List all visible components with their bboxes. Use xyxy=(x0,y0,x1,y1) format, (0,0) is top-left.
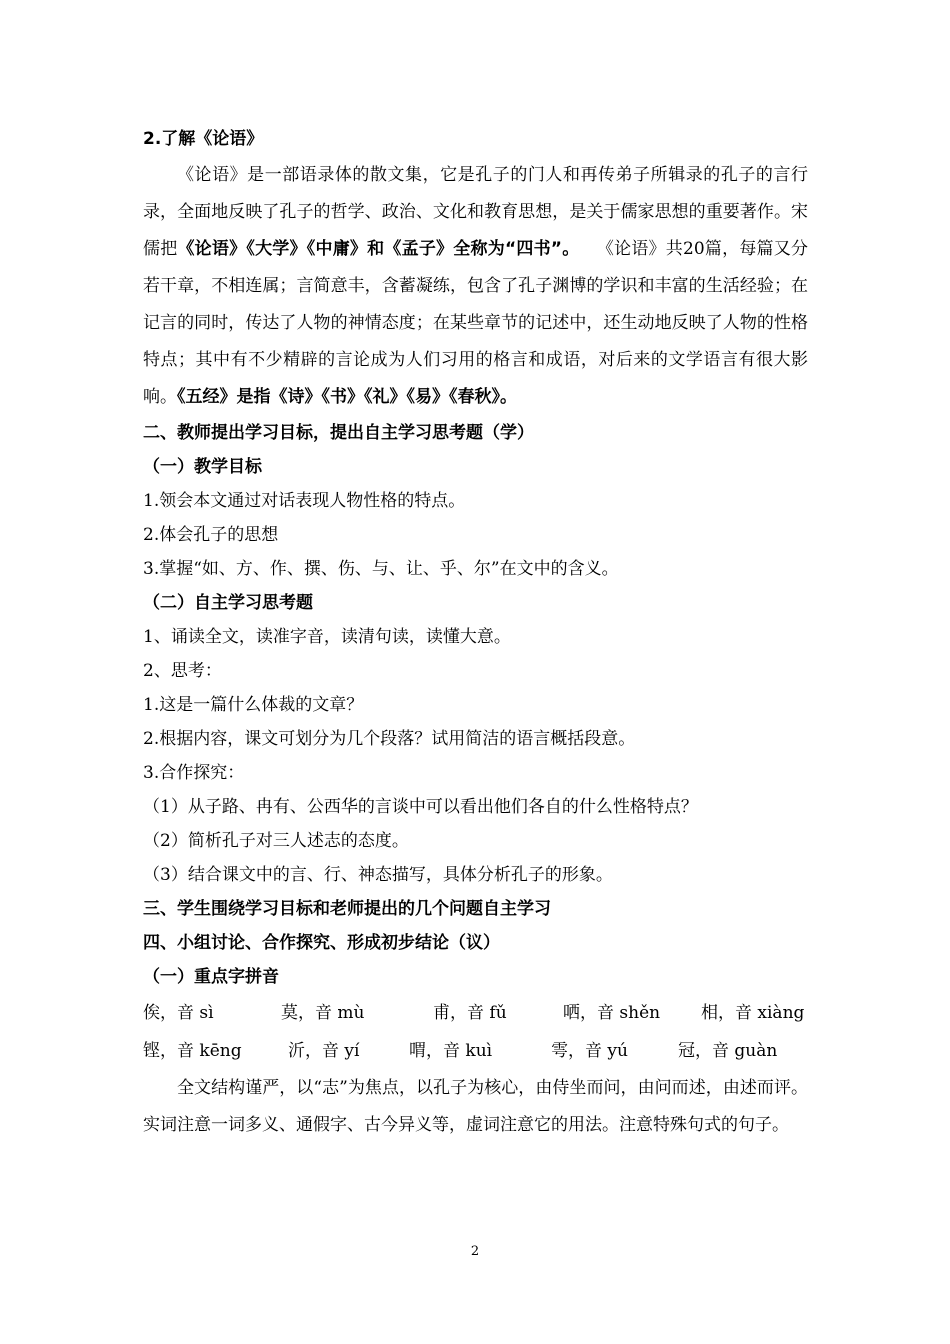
objective-item: 1.领会本文通过对话表现人物性格的特点。 xyxy=(143,491,466,511)
pinyin-item: 哂，音 shěn xyxy=(563,1003,661,1023)
document-body xyxy=(143,121,808,1144)
pinyin-item: 俟，音 sì xyxy=(143,1003,214,1023)
objective-item: 2.体会孔子的思想 xyxy=(143,525,279,545)
part2-heading: 二、教师提出学习目标，提出自主学习思考题（学） xyxy=(143,423,534,443)
question-item: 2.根据内容，课文可划分为几个段落？试用简洁的语言概括段意。 xyxy=(143,729,636,749)
page-number: 2 xyxy=(470,1244,480,1259)
intro-text-1: 《论语》是一部语录体的散文集，它是孔子的门人和再传弟子所辑录的孔子的言行录，全面地反映了孔子的哲学、政治、文化和教育思想，是关于儒家思想的重要著作。宋儒把 xyxy=(143,165,808,259)
pinyin-item: 冠，音 guàn xyxy=(678,1041,778,1061)
five-classics-statement: 《五经》是指《诗》《书》《礼》《易》《春秋》。 xyxy=(177,387,517,407)
pinyin-heading: （一）重点字拼音 xyxy=(143,967,279,987)
pinyin-row-2 xyxy=(143,1032,808,1070)
part3-heading: 三、学生围绕学习目标和老师提出的几个问题自主学习 xyxy=(143,899,551,919)
summary-paragraph: 全文结构谨严，以“志”为焦点，以孔子为核心，由侍坐而问，由问而述，由述而评。实词注意一词多义、通假字、古今异义等，虚词注意它的用法。注意特殊句式的句子。 xyxy=(143,1078,808,1135)
pinyin-item: 甫，音 fǔ xyxy=(433,1003,507,1023)
pinyin-item: 莫，音 mù xyxy=(281,1003,365,1023)
four-books-statement: 《论语》《大学》《中庸》和《孟子》全称为“四书”。 xyxy=(177,239,571,259)
pinyin-item: 铿，音 kēng xyxy=(143,1041,242,1061)
pinyin-item: 雩，音 yú xyxy=(551,1041,628,1061)
pinyin-item: 沂，音 yí xyxy=(288,1041,360,1061)
intro-text-2: 《论语》共20篇，每篇又分若干章，不相连属；言简意丰，含蓄凝练，包含了孔子渊博的学识和丰富的生活经验；在记言的同时，传达了人物的神情态度；在某些章节的记述中，还生动地反映了人物的性格特点；其中有不少精辟的言论成为人们习用的格言和成语，对后来的文学语言有很大影响。 xyxy=(143,239,808,407)
question-item: （1）从子路、冉有、公西华的言谈中可以看出他们各自的什么性格特点？ xyxy=(143,797,698,817)
question-item: 1、诵读全文，读准字音，读清句读，读懂大意。 xyxy=(143,627,511,647)
question-item: （3）结合课文中的言、行、神态描写，具体分析孔子的形象。 xyxy=(143,865,613,885)
section-title: 2.了解《论语》 xyxy=(143,129,264,149)
question-item: 2、思考： xyxy=(143,661,222,681)
objective-item: 3.掌握“如、方、作、撰、伤、与、让、乎、尔”在文中的含义。 xyxy=(143,559,619,579)
part4-heading: 四、小组讨论、合作探究、形成初步结论（议） xyxy=(143,933,500,953)
pinyin-item: 相，音 xiàng xyxy=(701,1003,805,1023)
question-item: 3.合作探究： xyxy=(143,763,245,783)
question-item: 1.这是一篇什么体裁的文章？ xyxy=(143,695,364,715)
question-item: （2）简析孔子对三人述志的态度。 xyxy=(143,831,409,851)
intro-paragraph xyxy=(143,157,808,416)
pinyin-item: 喟，音 kuì xyxy=(409,1041,493,1061)
questions-heading: （二）自主学习思考题 xyxy=(143,593,313,613)
objectives-heading: （一）教学目标 xyxy=(143,457,262,477)
pinyin-row-1 xyxy=(143,994,808,1032)
